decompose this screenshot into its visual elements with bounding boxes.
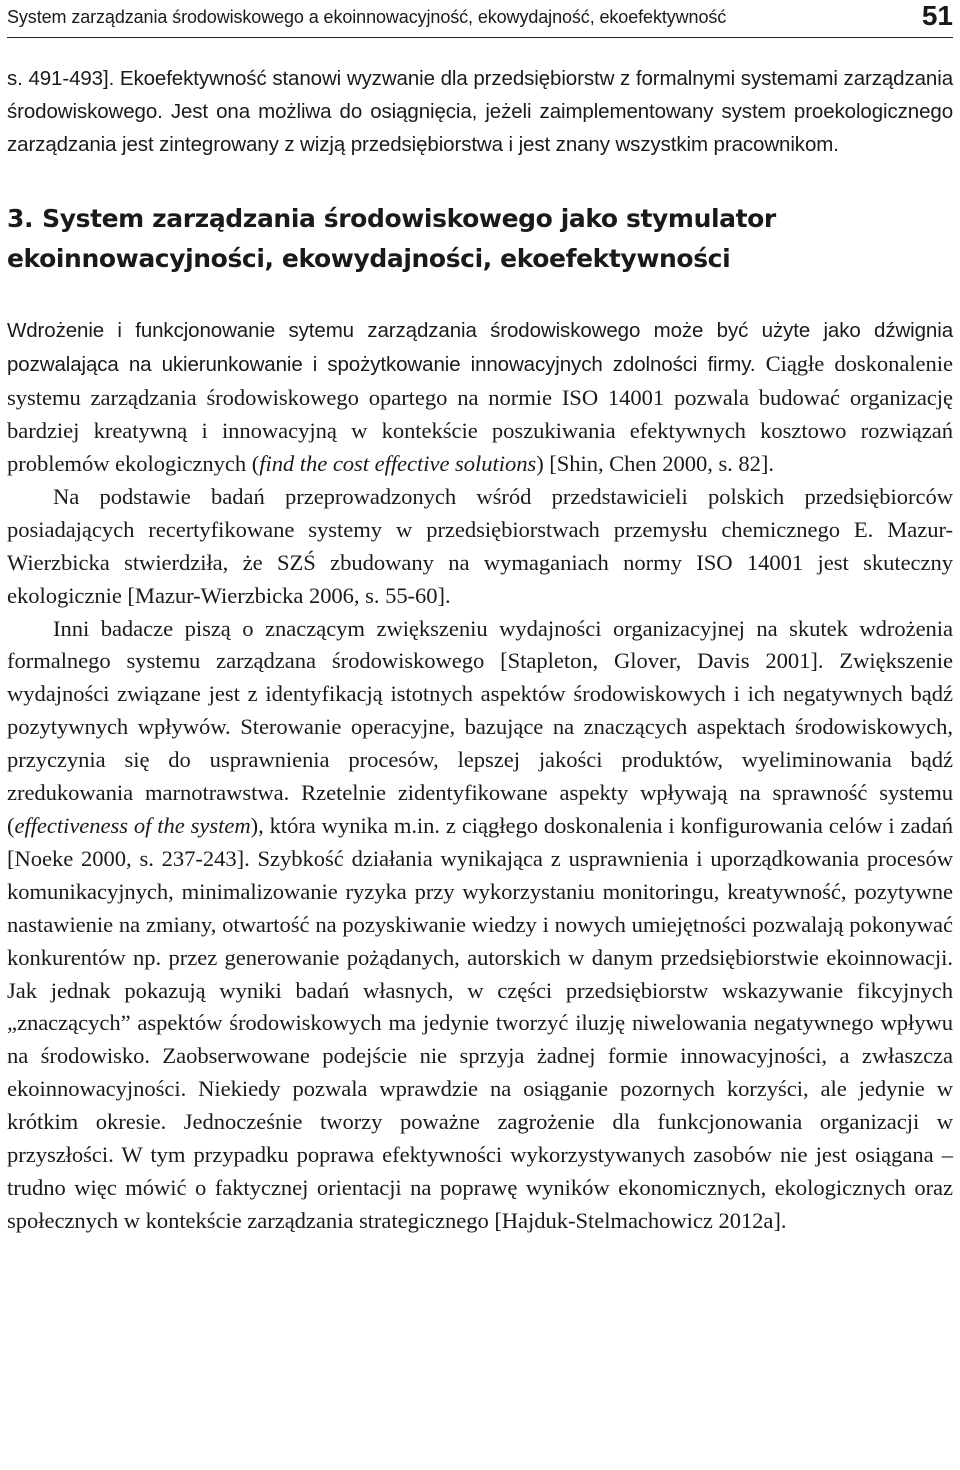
paragraph-3-part-1: Inni badacze piszą o znaczącym zwiększeniu wydajności organizacyjnej na skutek wdrożenia formalnego systemu zarządzana środowiskowego [Stapleton, Glover, Davis 2001]. Zwiększenie wydajności związane jest z identyfikacją istotnych aspektów środowiskowych i ich negatywnych bądź pozytywnych wpływów. Sterowanie operacyjne, bazujące na znaczących aspektach środowiskowych, przyczynia się do usprawnienia procesów, lepszej jakości produktów, wyeliminowania bądź zredukowania marnotrawstwa. Rzetelnie zidentyfikowane aspekty wpływają na sprawność systemu ( [7, 615, 953, 838]
page-number: 51 [921, 0, 953, 31]
running-title: System zarządzania środowiskowego a ekoinnowacyjność, ekowydajność, ekoefektywność [7, 7, 727, 27]
paragraph-1-body: Ciągłe doskonalenie systemu zarządzania środowiskowego opartego na normie ISO 14001 pozwala budować organizację bardziej kreatywną i innowacyjną w kontekście poszukiwania efektywnych kosztowo rozwiązań problemów ekologicznych ( [7, 351, 953, 477]
section-title: System zarządzania środowiskowego jako stymulator ekoinnowacyjności, ekowydajności, ekoefektywności [7, 204, 776, 274]
paragraph-3-part-2: ), która wynika m.in. z ciągłego doskonalenia i konfigurowania celów i zadań [Noeke 2000, s. 237-243]. Szybkość działania wynikająca z usprawnienia i uporządkowania procesów komunikacyjnych, minimalizowanie ryzyka przy wykorzystaniu monitoringu, kreatywność, pozytywne nastawienie na zmiany, otwartość na pozyskiwanie wiedzy i nowych umiejętności pozwalają pokonywać konkurentów np. przez generowanie pożądanych, autorskich w danym przedsiębiorstwie ekoinnowacji. Jak jednak pokazują wyniki badań własnych, w części przedsiębiorstw wskazywanie fikcyjnych „znaczących” aspektów środowiskowych ma jedynie tworzyć iluzję niwelowania negatywnego wpływu na środowisko. Zaobserwowane podejście nie sprzyja żadnej formie innowacyjności, a zwłaszcza ekoinnowacyjności. Niekiedy pozwala wprawdzie na osiąganie pozornych korzyści, ale jedynie w krótkim okresie. Jednocześnie tworzy poważne zagrożenie dla funkcjonowania organizacji w przyszłości. W tym przypadku poprawa efektywności wykorzystywanych zasobów nie jest osiągana – trudno więc mówić o faktycznej orientacji na poprawę wyników ekonomicznych, ekologicznych oraz społecznych w kontekście zarządzania strategicznego [Hajduk-Stelmachowicz 2012a]. [7, 812, 953, 1233]
paragraph-1-italic: find the cost effective solutions [259, 451, 537, 477]
intro-paragraph: s. 491-493]. Ekoefektywność stanowi wyzwanie dla przedsiębiorstw z formalnymi systemami zarządzania środowiskowego. Jest ona możliwa do osiągnięcia, jeżeli zaimplementowany system proekologicznego zarządzania jest zintegrowany z wizją przedsiębiorstwa i jest znany wszystkim pracownikom. [7, 67, 953, 156]
body-paragraph-1 [7, 314, 953, 481]
body-paragraph-3 [7, 613, 953, 1238]
body-paragraph-2: Na podstawie badań przeprowadzonych wśród przedstawicieli polskich przedsiębiorców posiadających recertyfikowane systemy w przedsiębiorstwach przemysłu chemicznego E. Mazur-Wierzbicka stwierdziła, że SZŚ zbudowany na wymaganiach normy ISO 14001 jest skuteczny ekologicznie [Mazur-Wierzbicka 2006, s. 55-60]. [7, 483, 953, 608]
paragraph-1-end: ) [Shin, Chen 2000, s. 82]. [536, 451, 774, 477]
paragraph-3-italic: effectiveness of the system [14, 812, 251, 838]
paragraph-1-lead: Wdrożenie i funkcjonowanie sytemu zarządzania środowiskowego może być użyte jako dźwignia pozwalająca na ukierunkowanie i spożytkowanie innowacyjnych zdolności firmy. [7, 319, 953, 377]
section-heading [7, 199, 953, 279]
running-header [7, 0, 953, 38]
section-number: 3. [7, 204, 34, 234]
document-page [7, 0, 953, 1238]
